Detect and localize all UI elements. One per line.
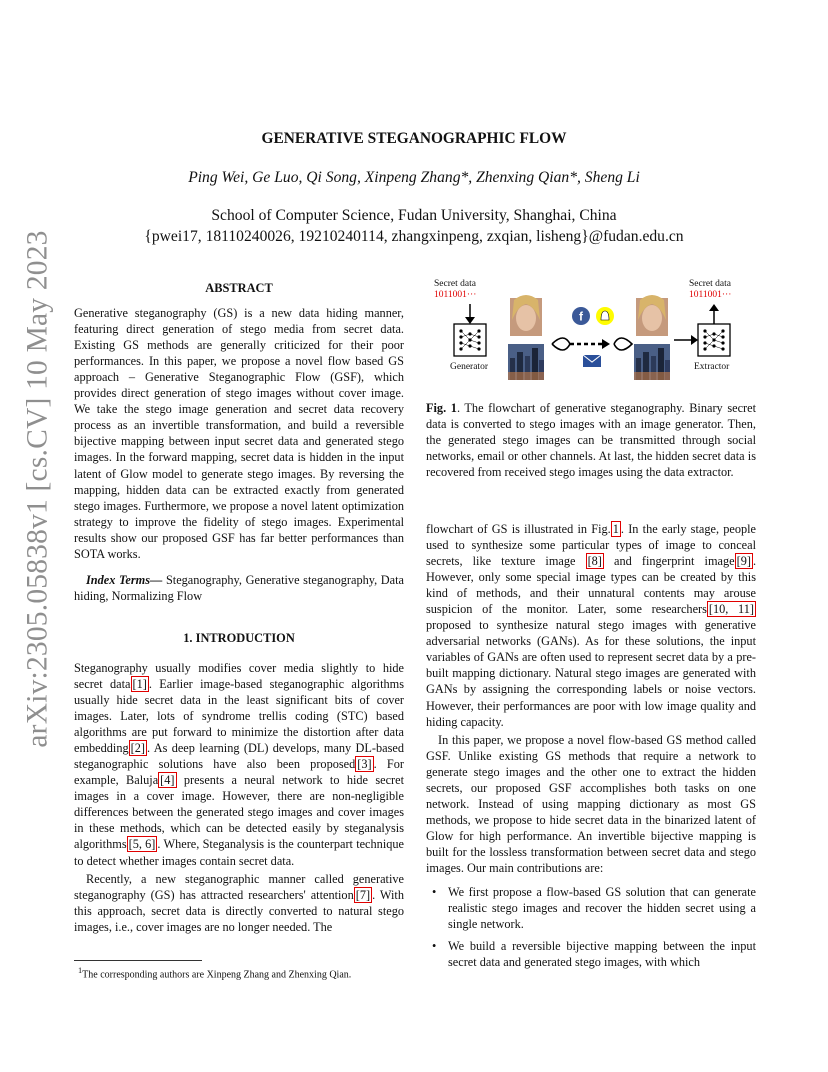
stego-city-image-right — [634, 344, 670, 380]
affiliation: School of Computer Science, Fudan University, Shanghai, China — [211, 207, 617, 224]
figure-1 — [430, 276, 754, 386]
secret-bits-left: 1011001··· — [434, 290, 477, 300]
figure-caption-label: Fig. 1 — [426, 401, 457, 415]
arxiv-stamp — [18, 230, 58, 748]
citation-link[interactable]: [2] — [130, 741, 145, 756]
figure-link[interactable]: 1 — [612, 522, 619, 536]
footnote — [78, 966, 351, 980]
citation-link[interactable]: [7] — [355, 887, 371, 902]
affiliation-block — [0, 205, 828, 247]
secret-data-label-right: Secret data — [689, 279, 731, 289]
footnote-text: The corresponding authors are Xinpeng Zhang and Zhenxing Qian. — [82, 969, 352, 981]
bullet-icon: • — [432, 885, 437, 900]
intro-paragraph-3: flowchart of GS is illustrated in Fig. 1 . In the early stage, people used to synthesize some particular types of image to conceal secrets, like texture image [8] and fingerprint image [9] . However, only some special image types can be created by this kind of methods, and their unnatural contents may arouse suspicion of the monitor. Later, some researchers [10, 11] proposed to synthesize natural stego images with generative adversarial networks (GANs). As for these solutions, the input variables of GANs are often used to represent secret data by a pre-built mapping dictionary. Natural stego images are generated with GANs by assigning the corresponding labels or noise vectors. However, their performances are poor with low image quality and hiding capacity. — [426, 522, 757, 729]
stego-face-image-right — [636, 295, 668, 336]
generator-network-icon — [454, 324, 486, 356]
abstract-heading: ABSTRACT — [205, 281, 273, 295]
intro-paragraph-4: In this paper, we propose a novel flow-based GS method called GSF. Unlike existing GS methods that require a network to generate stego images and the other one to extract the hidden secrets, our proposed GSF accomplishes both tasks on one network. Instead of using mapping dictionary as most GS methods, we propose to hide secret data in the binarized latent of Glow for high performance. An invertible bijective mapping is built for the lossless transformation between secret data and stego images. Our main contributions are: — [426, 732, 756, 875]
index-terms-text: Steganography, Generative steganography, Data hiding, Normalizing Flow — [74, 572, 405, 603]
snapchat-icon — [596, 307, 614, 325]
citation-link[interactable]: [1] — [132, 676, 147, 691]
citation-link[interactable]: [8] — [587, 554, 602, 569]
secret-data-label-left: Secret data — [434, 279, 476, 289]
figure-caption-text: . The flowchart of generative steganography. Binary secret data is converted to stego images with an image generator. Then, the generated stego images can be transmitted through social networks, email or other channels. At last, the hidden secret data is recovered from received stego images using the data extractor. — [426, 401, 756, 480]
footnote-rule — [74, 960, 202, 961]
index-terms — [74, 572, 404, 604]
paper-title: GENERATIVE STEGANOGRAPHIC FLOW — [261, 130, 567, 147]
citation-link[interactable]: [3] — [357, 757, 372, 772]
image-to-extractor-arrow-icon — [674, 335, 698, 345]
bullet-icon: • — [432, 939, 437, 954]
citation-link[interactable]: [5, 6] — [128, 837, 156, 852]
down-arrow-icon — [465, 304, 475, 324]
left-column — [74, 280, 404, 935]
figure-caption — [426, 400, 756, 480]
intro-heading: 1. INTRODUCTION — [183, 630, 295, 645]
emails: {pwei17, 18110240026, 19210240114, zhangxinpeng, zxqian, lisheng}@fudan.edu.cn — [144, 228, 684, 245]
stego-city-image-left — [508, 344, 544, 380]
footnote-mark: 1 — [78, 966, 83, 975]
citation-link[interactable]: [9] — [736, 554, 751, 569]
contribution-item: • We build a reversible bijective mapping between the input secret data and generated stego images, with which — [432, 939, 756, 970]
svg-text:f: f — [579, 309, 583, 324]
extractor-label: Extractor — [694, 362, 730, 372]
intro-paragraph-1: Steganography usually modifies cover media slightly to hide secret data [1] . Earlier image-based steganographic algorithms usually hide secret data in the least significant bits of cover images. Later, lots of syndrome trellis coding (STC) based algorithms are put forward to minimize the distortion after data embedding [2] . As deep learning (DL) develops, many DL-based steganographic solutions have also been proposed [3] . For example, Baluja [4] presents a neural network to hide secret images in a cover image. However, there are non-negligible differences between the generated stego images and cover images in these methods, which can be detected easily by steganalysis algorithms [5, 6] . Where, Steganalysis is the counterpart technique to detect whether images contain secret data. — [74, 660, 404, 868]
citation-link[interactable]: [10, 11] — [708, 602, 754, 617]
stego-face-image-left — [510, 295, 542, 336]
contribution-list — [426, 884, 756, 970]
intro-paragraph-2: Recently, a new steganographic manner called generative steganography (GS) has attracted researchers' attention [7] . With this approach, secret data is directly converted to natural stego images, i.e., cover images are no longer needed. The — [74, 871, 404, 934]
index-terms-label: Index Terms— — [86, 572, 163, 587]
arxiv-stamp-text: arXiv:2305.05838v1 [cs.CV] 10 May 2023 — [21, 230, 54, 748]
right-column-body — [426, 521, 756, 976]
citation-link[interactable]: [4] — [160, 773, 175, 788]
right-column — [426, 400, 756, 480]
generator-label: Generator — [450, 362, 488, 372]
channel-connector — [552, 338, 632, 350]
author-list: Ping Wei, Ge Luo, Qi Song, Xinpeng Zhang*, Zhenxing Qian*, Sheng Li — [188, 169, 640, 186]
facebook-icon — [572, 307, 590, 325]
up-arrow-icon — [709, 304, 719, 324]
extractor-network-icon — [698, 324, 730, 356]
mail-icon — [583, 355, 601, 367]
secret-bits-right: 1011001··· — [689, 290, 732, 300]
contribution-item: • We first propose a flow-based GS solution that can generate realistic stego images and recover the hidden secret using a single network. — [432, 885, 756, 932]
abstract-text: Generative steganography (GS) is a new data hiding manner, featuring direct generation of stego media from secret data. Existing GS methods are generally criticized for their poor performances. In this paper, we propose a novel flow based GS approach – Generative Steganographic Flow (GSF), which provides direct generation of stego images without cover image. We take the stego image generation and secret data recovery process as an invertible transformation, and build a reversible bijective mapping between input secret data and generated stego images. In the forward mapping, secret data is hidden in the input latent of Glow model to generate stego images. By reversing the mapping, hidden data can be extracted exactly from generated stego images. Furthermore, we propose a novel latent optimization strategy to improve the fidelity of stego images. Experimental results show our proposed GSF has far better performances than SOTA works. — [74, 306, 404, 561]
